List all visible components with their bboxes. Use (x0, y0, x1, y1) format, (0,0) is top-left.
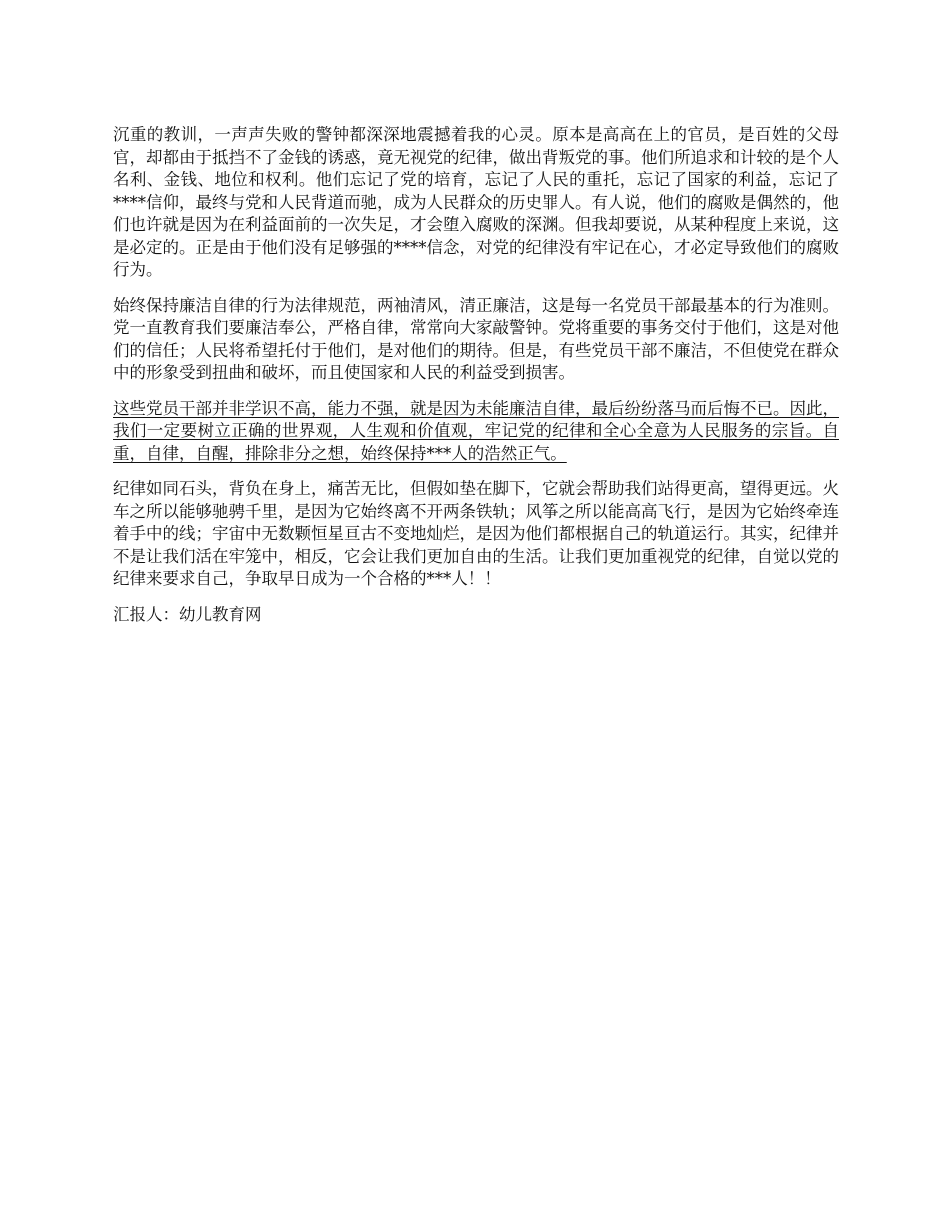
document-page (113, 124, 839, 639)
paragraph-discipline: 纪律如同石头，背负在身上，痛苦无比，但假如垫在脚下，它就会帮助我们站得更高，望得更远。火车之所以能够驰骋千里，是因为它始终离不开两条铁轨；风筝之所以能高高飞行，是因为它始终牵连着手中的线；宇宙中无数颗恒星亘古不变地灿烂，是因为他们都根据自己的轨道运行。其实，纪律并不是让我们活在牢笼中，相反，它会让我们更加自由的生活。让我们更加重视党的纪律，自觉以党的纪律来要求自己，争取早日成为一个合格的***人！！ (113, 479, 839, 588)
paragraph-lesson: 沉重的教训，一声声失败的警钟都深深地震撼着我的心灵。原本是高高在上的官员，是百姓的父母官，却都由于抵挡不了金钱的诱惑，竟无视党的纪律，做出背叛党的事。他们所追求和计较的是个人名利、金钱、地位和权利。他们忘记了党的培育，忘记了人民的重托，忘记了国家的利益，忘记了****信仰，最终与党和人民背道而驰，成为人民群众的历史罪人。有人说，他们的腐败是偶然的，他们也许就是因为在利益面前的一次失足，才会堕入腐败的深渊。但我却要说，从某种程度上来说，这是必定的。正是由于他们没有足够强的****信念，对党的纪律没有牢记在心，才必定导致他们的腐败行为。 (113, 125, 839, 279)
signature-line: 汇报人：幼儿教育网 (113, 604, 262, 624)
paragraph-integrity: 始终保持廉洁自律的行为法律规范，两袖清风，清正廉洁，这是每一名党员干部最基本的行为准则。党一直教育我们要廉洁奉公，严格自律，常常向大家敲警钟。党将重要的事务交付于他们，这是对他们的信任；人民将希望托付于他们，是对他们的期待。但是，有些党员干部不廉洁，不但使党在群众中的形象受到扭曲和破坏，而且使国家和人民的利益受到损害。 (113, 295, 839, 382)
paragraph-underlined-values: 这些党员干部并非学识不高，能力不强，就是因为未能廉洁自律，最后纷纷落马而后悔不已。因此，我们一定要树立正确的世界观，人生观和价值观，牢记党的纪律和全心全意为人民服务的宗旨。自重，自律，自醒，排除非分之想，始终保持***人的浩然正气。 (113, 398, 839, 463)
